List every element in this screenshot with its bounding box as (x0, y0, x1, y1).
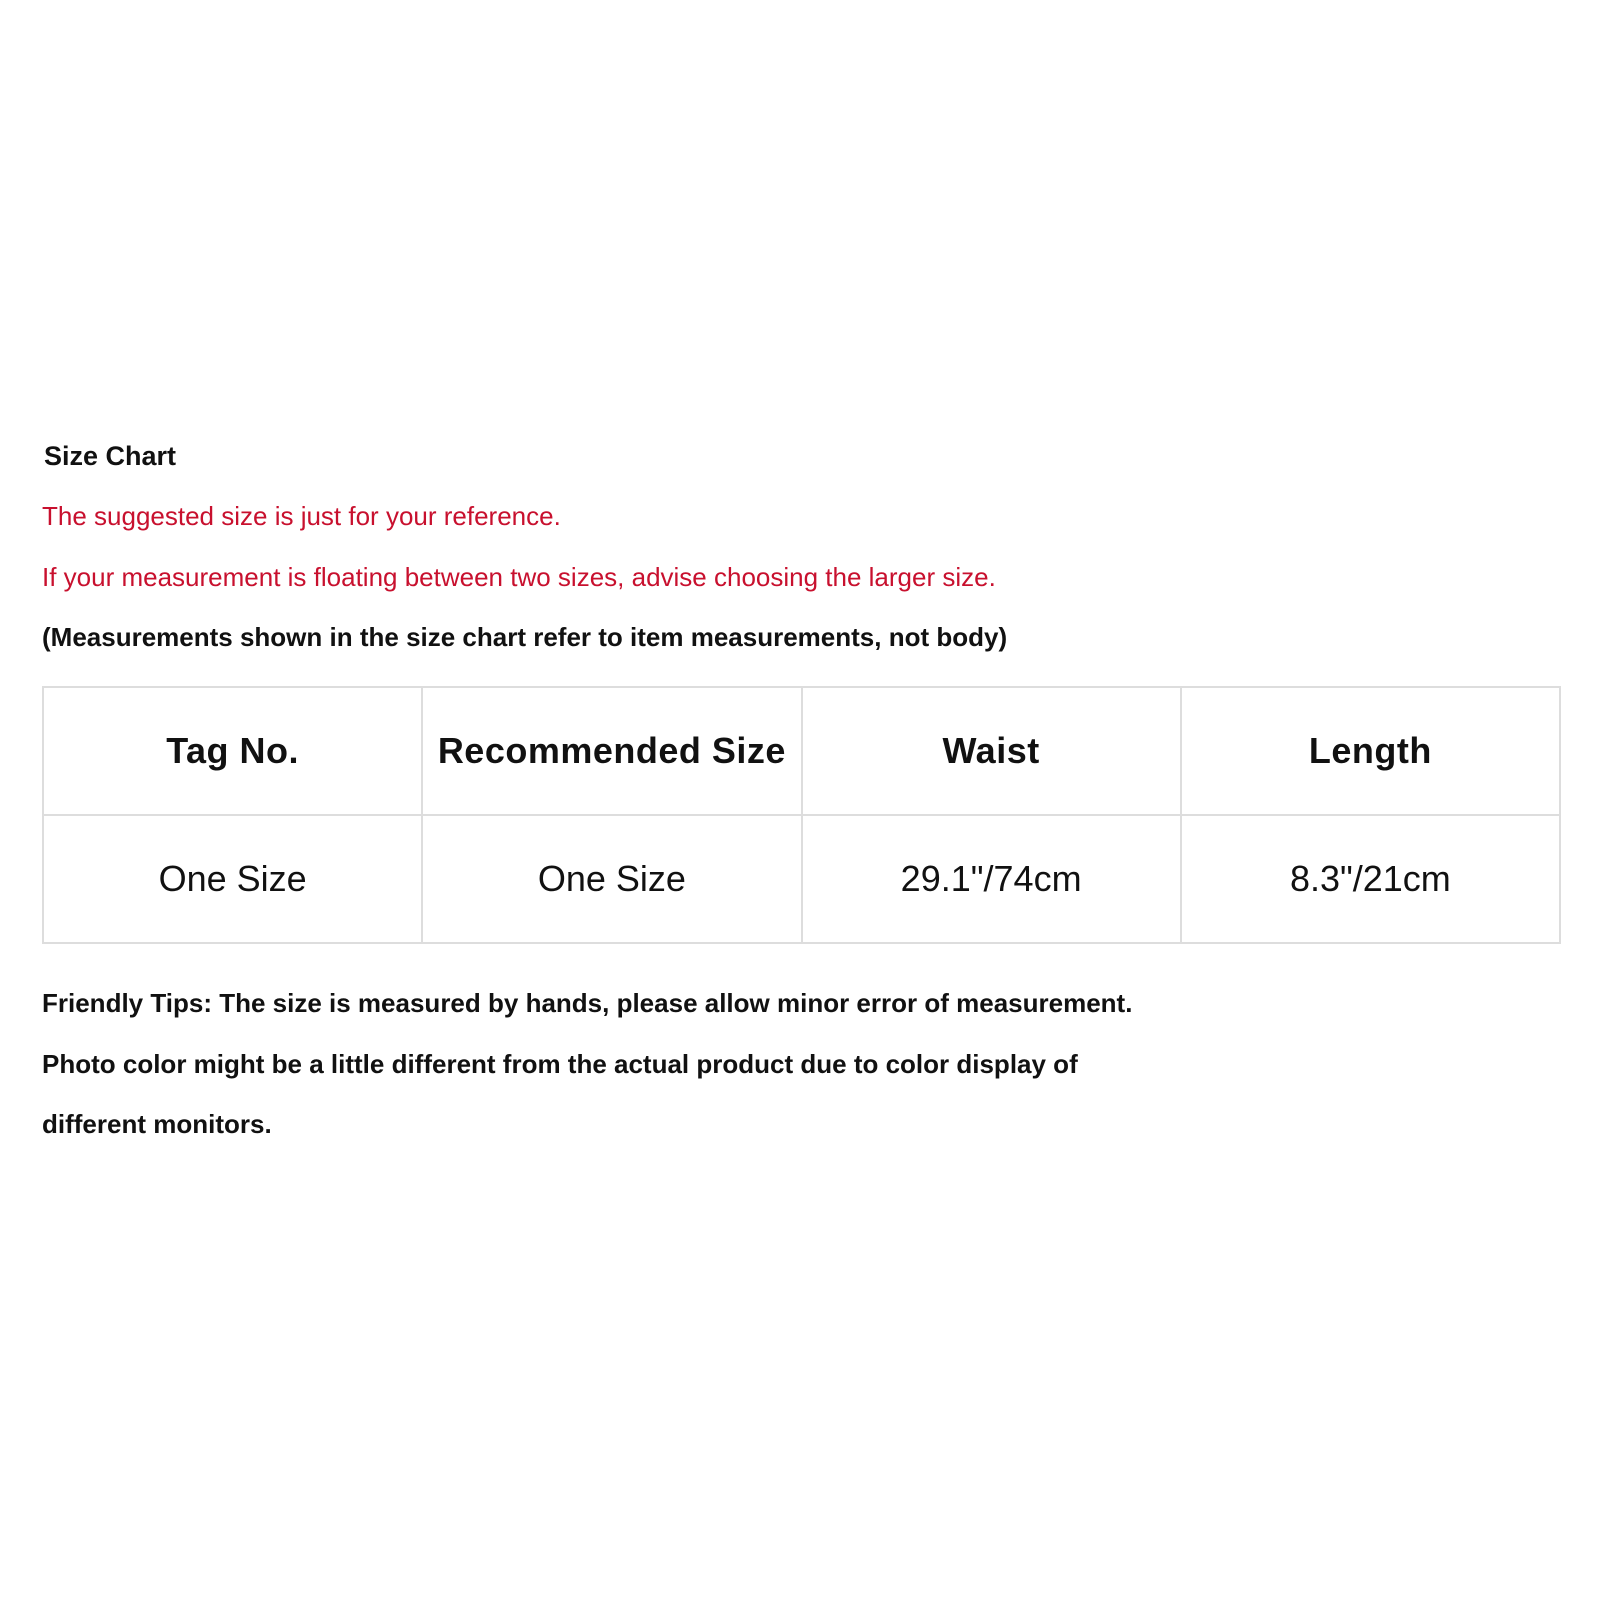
cell-waist: 29.1"/74cm (802, 815, 1181, 943)
cell-tag-no: One Size (43, 815, 422, 943)
table-row (43, 815, 1560, 943)
header-length: Length (1181, 687, 1560, 815)
friendly-tip: Friendly Tips: The size is measured by hands, please allow minor error of measurement. (42, 988, 1133, 1018)
header-tag-no: Tag No. (43, 687, 422, 815)
cell-recommended-size: One Size (422, 815, 801, 943)
size-advice-note: If your measurement is floating between two sizes, advise choosing the larger size. (42, 562, 996, 592)
size-chart-title: Size Chart (44, 441, 177, 471)
reference-note: The suggested size is just for your reference. (42, 501, 561, 531)
cell-length: 8.3"/21cm (1181, 815, 1560, 943)
measurement-note: (Measurements shown in the size chart refer to item measurements, not body) (42, 622, 1008, 652)
header-waist: Waist (802, 687, 1181, 815)
photo-color-note: Photo color might be a little different from the actual product due to color display of (42, 1049, 1078, 1079)
header-recommended-size: Recommended Size (422, 687, 801, 815)
table-header-row (43, 687, 1560, 815)
photo-color-note-continued: different monitors. (42, 1109, 272, 1139)
size-table (42, 686, 1561, 944)
